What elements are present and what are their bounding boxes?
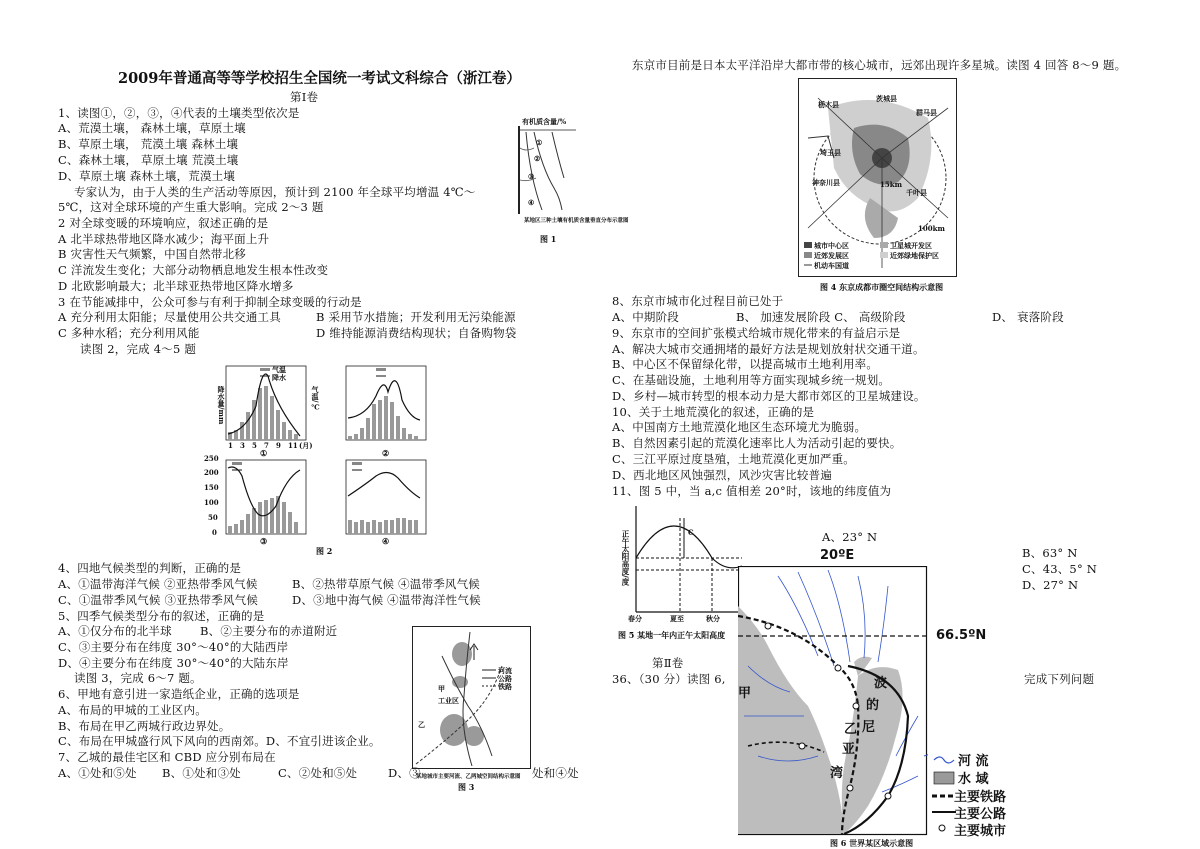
fig6-latitude: 66.5ºN [936,628,987,643]
figure-1 [512,117,629,244]
q2-stem: 2 对全球变暖的环境响应，叙述正确的是 [58,216,269,230]
q7-stem: 7、乙城的最佳宅区和 CBD 应分别布局在 [58,750,276,764]
q7-option-a: A、①处和⑤处 [58,766,137,780]
q5-option-a: A、①仅分布的北半球 [58,624,172,638]
q8-stem: 8、东京市城市化过程目前已处于 [612,294,784,308]
fig1-marker-2: ② [534,154,541,163]
fig6-legend-water: 水 域 [958,772,989,787]
fig4-county-gunma: 栃木县 [818,100,839,109]
q10-option-a: A、中国南方土地荒漠化地区生态环境尤为脆弱。 [612,420,867,434]
fig4-legend-satellite: 卫星城开发区 [890,241,932,250]
fig1-marker-1: ① [536,138,543,147]
q5-option-b: B、②主要分布的赤道附近 [200,624,338,638]
fig4-legend-green: 近郊绿地保护区 [890,251,939,260]
q6-option-b: B、布局在甲乙两城行政边界处。 [58,719,231,733]
q7-option-d: D、③ [388,766,421,780]
climate-chart-1 [226,366,306,440]
fig2-xtick-5: 5 [252,441,257,450]
fig6-gulf-char-2: 的 [866,698,880,713]
fig2-ytick-0: 0 [212,528,217,537]
fig1-caption: 图 1 [540,234,557,244]
fig2-xtick-11: 11 [288,441,298,450]
q2-option-c: C 洋流发生变化；大部分动物栖息地发生根本性改变 [58,263,329,277]
q10-option-c: C、三江平原过度垦殖，土地荒漠化更加严重。 [612,452,855,466]
q10-stem: 10、关于土地荒漠化的叙述，正确的是 [612,405,815,419]
q6-option-d: D、不宜引进该企业。 [265,734,381,748]
q11-option-c: C、43、5° N [1022,562,1098,576]
q4-option-c: C、①温带季风气候 ③亚热带季风气候 [58,593,259,607]
q4-option-a: A、①温带海洋气候 ②亚热带季风气候 [58,577,258,591]
climate-chart-2 [346,366,426,440]
fig6-legend-city: 主要城市 [954,824,1007,839]
fig4-county-chiba: 千叶县 [906,188,927,197]
fig2-ylabel-right: 气温/℃ [311,386,320,412]
fig5-mark-c: C [688,528,694,537]
climate-chart-4 [346,460,426,534]
q6-option-a: A、布局的甲城的工业区内。 [58,703,207,717]
q10-option-b: B、自然因素引起的荒漠化速率比人为活动引起的要快。 [612,436,902,450]
climate-chart-3 [226,460,306,534]
fig2-ytick-200: 200 [204,468,219,477]
q3-option-a: A 充分利用太阳能；尽量使用公共交通工具 [58,310,281,324]
q5-stem: 5、四季气候类型分布的叙述，正确的是 [58,609,265,623]
q9-stem: 9、东京市的空间扩张模式给城市规化带来的有益启示是 [612,326,901,340]
fig2-ytick-100: 100 [204,498,219,507]
figure-4 [798,78,958,292]
q11-option-b: B、63° N [1022,546,1078,560]
q1-option-b: B、草原土壤， 荒漠土壤 森林土壤 [58,137,239,151]
fig2-label-4: ④ [382,536,390,546]
fig6-label-jia: 甲 [738,686,752,701]
q3-option-c: C 多种水稻；充分利用风能 [58,326,200,340]
q1-stem: 1、读图①，②，③，④代表的土壤类型依次是 [58,106,300,120]
q4-option-b: B、②热带草原气候 ④温带季风气候 [292,577,481,591]
q5-option-c: C、③主要分布在纬度 30°～40°的大陆西岸 [58,640,289,654]
q1-option-d: D、草原土壤 森林土壤，荒漠土壤 [58,169,236,183]
fig6-legend-railway: 主要铁路 [954,790,1007,805]
fig3-industry: 工业区 [438,696,459,705]
q8-option-a: A、中期阶段 [612,310,680,324]
intro-2-3-line1: 专家认为，由于人类的生产活动等原因，预计到 2100 年全球平均增温 4℃～ [74,185,476,199]
q10-option-d: D、西北地区风蚀强烈，风沙灾害比较普遍 [612,468,833,482]
fig3-legend-road: 公路 [498,674,512,683]
fig5-xtick-autumn: 秋分 [706,614,720,623]
fig4-county-kanagawa: 神奈川县 [812,178,840,187]
fig3-caption: 图 3 [458,782,475,792]
fig2-xtick-1: 1 [228,441,233,450]
intro-8-9: 东京市目前是日本太平洋沿岸大都市带的核心城市，远郊出现许多星城。读图 4 回答 8～9 题。 [632,58,1127,72]
q1-option-a: A、荒漠土壤， 森林土壤，草原土壤 [58,121,246,135]
q2-option-b: B 灾害性天气频繁，中国自然带北移 [58,247,247,261]
fig5-xtick-spring: 春分 [628,614,642,623]
q11-option-a: A、23° N [822,530,878,544]
fig6-longitude: 20ºE [820,548,855,563]
fig1-marker-4: ④ [528,198,535,207]
q7-option-c: C、②处和⑤处 [278,766,358,780]
q4-stem: 4、四地气候类型的判断，正确的是 [58,561,242,575]
q3-stem: 3 在节能减排中，公众可参与有利于抑制全球变暖的行动是 [58,295,362,309]
q9-option-a: A、解决大城市交通拥堵的最好方法是规划放射状交通干道。 [612,342,925,356]
figure-2 [196,356,456,556]
fig4-legend-center: 城市中心区 [814,241,849,250]
q7-option-d-tail: 处和④处 [532,766,579,780]
fig2-label-3: ③ [260,536,268,546]
fig2-xtick-7: 7 [264,441,269,450]
q11-stem: 11、图 5 中，当 a,c 值相差 20°时，该地的纬度值为 [612,484,892,498]
q9-option-c: C、在基础设施，土地利用等方面实现城乡统一规划。 [612,373,891,387]
intro-4-5: 读图 2，完成 4～5 题 [80,342,197,356]
paper-title: 2009年普通高等等学校招生全国统一考试文科综合（浙江卷） [118,70,521,87]
fig2-xtick-9: 9 [276,441,281,450]
fig2-legend-precip: 降水 [272,373,286,382]
fig1-top-label: 有机质含量/% [522,117,567,126]
q7-option-b: B、①处和③处 [162,766,241,780]
q2-option-a: A 北半球热带地区降水减少；海平面上升 [58,232,270,246]
fig6-legend-box [930,750,1050,840]
fig2-caption: 图 2 [316,546,333,556]
figure-3 [412,626,532,792]
q11-option-d: D、27° N [1022,578,1079,592]
fig3-legend-river: 河流 [498,666,512,675]
q6-stem: 6、甲地有意引进一家造纸企业，正确的选项是 [58,687,300,701]
fig2-label-1: ① [260,448,268,458]
volume-1-heading: 第Ⅰ卷 [290,90,319,104]
fig2-legend-temp: 气温 [272,365,286,374]
fig2-ytick-250: 250 [204,454,219,463]
fig6-caption: 图 6 世界某区域示意图 [830,838,914,848]
fig2-ytick-50: 50 [208,513,218,522]
intro-6-7: 读图 3，完成 6～7 题。 [74,671,202,685]
q9-option-d: D、乡村—城市转型的根本动力是大都市郊区的卫星城建设。 [612,389,926,403]
fig2-ylabel-left: 降水量/mm [217,386,226,425]
fig6-label-yi: 乙 [844,722,858,737]
q36-tail: 完成下列问题 [1024,672,1095,686]
fig6-legend-river: 河 流 [958,754,989,769]
q8-option-b-c: B、 加速发展阶段 C、 高级阶段 [736,310,906,324]
fig4-caption: 图 4 东京成都市圈空间结构示意图 [820,282,944,292]
fig6-legend-highway: 主要公路 [954,807,1007,822]
fig1-marker-3: ③ [528,172,535,181]
fig4-county-tochigi: 茨城县 [876,94,897,103]
fig3-city-jia: 甲 [438,684,445,693]
intro-2-3-line2: 5℃，这对全球环境的产生重大影响。完成 2～3 题 [58,200,324,214]
q1-option-c: C、森林土壤， 草原土壤 荒漠土壤 [58,153,239,167]
fig6-gulf-char-1: 波 [874,676,888,691]
q6-option-c: C、布局在甲城盛行风下风向的西南郊。 [58,734,266,748]
fig6-gulf-char-4: 亚 [842,742,856,757]
fig4-county-ibaraki: 群马县 [916,108,937,117]
fig5-caption: 图 5 某地一年内正午太阳高度 [618,630,726,640]
fig6-gulf-char-3: 尼 [862,720,876,735]
fig6-gulf-char-5: 湾 [830,766,844,781]
fig5-ylabel: 正午太阳高度/度 [621,530,630,586]
q5-option-d: D、④主要分布在纬度 30°～40°的大陆东岸 [58,656,289,670]
fig3-city-yi: 乙 [418,720,425,729]
figure-5 [614,500,744,640]
q6-option-c-d [58,734,381,748]
volume-2-heading: 第Ⅱ卷 [652,656,684,670]
fig2-month-unit: (月) [299,441,313,450]
q3-option-b: B 采用节水措施；开发利用无污染能源 [316,310,516,324]
q36-stem: 36、（30 分）读图 6, [612,672,726,686]
fig3-bottom-text: 某地城市主要河流、乙两城空间结构示意图 [416,774,521,780]
fig2-xtick-3: 3 [240,441,245,450]
q3-option-d: D 维持能源消费结构现状；自备购物袋 [316,326,517,340]
fig2-label-2: ② [382,448,390,458]
fig2-ytick-150: 150 [204,483,219,492]
fig4-county-saitama: 埼玉县 [820,148,841,157]
fig1-bottom-label: 某地区三种土壤有机质含量垂直分布示意图 [524,218,629,224]
fig4-legend-suburb: 近郊发展区 [814,251,849,260]
fig4-legend-highway: 机动车国道 [814,261,849,270]
q4-option-d: D、③地中海气候 ④温带海洋性气候 [292,593,481,607]
q9-option-b: B、中心区不保留绿化带，以提高城市土地利用率。 [612,357,879,371]
fig3-legend-rail: 铁路 [498,682,512,691]
fig4-radius-15: 15km [880,180,902,189]
fig4-radius-100: 100km [918,224,945,233]
fig5-xtick-summer: 夏至 [670,614,684,623]
q2-option-d: D 北欧影响最大；北半球亚热带地区降水增多 [58,279,294,293]
q8-option-d: D、 衰落阶段 [992,310,1064,324]
